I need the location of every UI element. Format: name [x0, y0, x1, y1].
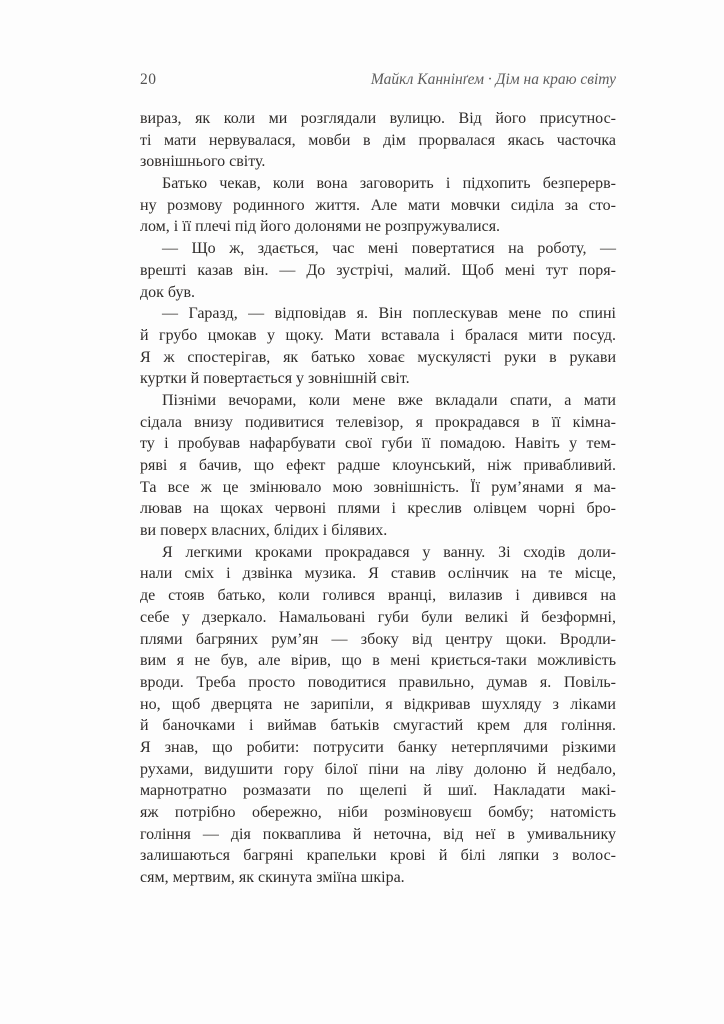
text-line: сям, мертвим, як скинута зміїна шкіра. — [140, 869, 405, 887]
page-header — [140, 70, 616, 90]
page-number: 20 — [140, 71, 157, 88]
text-line: зовнішнього світу. — [140, 153, 266, 171]
text-line: нали сміх і дзвінка музика. Я ставив ослінчик на те місце, — [140, 565, 616, 583]
text-line: плями багряних рум’ян — збоку від центру щоки. Вродли- — [140, 630, 616, 648]
text-line: Та все ж це змінювало мою зовнішність. Її рум’янами я ма- — [140, 478, 616, 496]
text-line: й баночками і виймав батьків смугастий крем для гоління. — [140, 717, 616, 735]
text-line: де стояв батько, коли голився вранці, вилазив і дивився на — [140, 587, 616, 605]
text-line: Я ж спостерігав, як батько ховає мускулясті руки в рукави — [140, 348, 616, 366]
text-line: лював на щоках червоні плями і креслив олівцем чорні бро- — [140, 500, 616, 518]
text-line: вроди. Треба просто поводитися правильно, думав я. Повіль- — [140, 673, 616, 691]
text-line: — Що ж, здається, час мені повертатися на роботу, — — [162, 240, 616, 258]
paragraph — [140, 173, 616, 238]
text-line: ряві я бачив, що ефект радше клоунський, ніж привабливий. — [140, 457, 616, 474]
text-line: яж потрібно обережно, ніби розміновуєш бомбу; натомість — [140, 804, 616, 821]
text-line: куртки й повертається у зовнішній світ. — [140, 370, 410, 388]
text-line: марнотратно розмазати по щелепі й шиї. Накладати макі- — [140, 782, 616, 800]
paragraph — [140, 108, 616, 173]
page-text — [140, 108, 616, 889]
text-line: рухами, видушити гору білої піни на ліву долоню й недбало, — [140, 760, 616, 778]
text-line: й грубо цмокав у щоку. Мати вставала і бралася мити посуд. — [140, 326, 616, 344]
text-line: вим я не був, але вірив, що в мені криється-таки можливість — [140, 652, 616, 670]
paragraph — [140, 238, 616, 303]
paragraph — [140, 542, 616, 889]
text-line: себе у дзеркало. Намальовані губи були великі й безформні, — [140, 608, 616, 626]
paragraph — [140, 390, 616, 542]
text-line: ту і пробував нафарбувати свої губи її помадою. Навіть у тем- — [140, 435, 616, 453]
text-line: врешті казав він. — До зустрічі, малий. Щоб мені тут поря- — [140, 261, 616, 279]
text-line: — Гаразд, — відповідав я. Він поплескував мене по спині — [162, 305, 616, 323]
text-line: док був. — [140, 283, 195, 301]
text-line: ви поверх власних, блідих і білявих. — [140, 522, 388, 540]
text-line: ну розмову родинного життя. Але мати мовчки сиділа за сто- — [140, 196, 616, 214]
text-line: залишаються багряні крапельки крові й білі ляпки з волос- — [140, 847, 616, 865]
text-line: лом, і її плечі під його долонями не розпружувалися. — [140, 218, 501, 236]
text-line: ті мати нервувалася, мовби в дім прорвалася якась часточка — [140, 131, 616, 149]
text-line: гоління — дія покваплива й неточна, від неї в умивальнику — [140, 825, 616, 843]
paragraph — [140, 303, 616, 390]
running-title: Майкл Каннінґем · Дім на краю світу — [370, 71, 616, 88]
text-line: Я знав, що робити: потрусити банку нетерплячими різкими — [140, 738, 616, 756]
text-line: Пізніми вечорами, коли мене вже вкладали спати, а мати — [162, 391, 616, 409]
text-line: сідала внизу подивитися телевізор, я прокрадався в її кімна- — [140, 413, 616, 431]
text-line: Батько чекав, коли вона заговорить і підхопить безперерв- — [162, 175, 616, 193]
text-line: Я легкими кроками прокрадався у ванну. Зі сходів доли- — [162, 543, 616, 561]
text-line: вираз, як коли ми розглядали вулицю. Від його присутнос- — [140, 110, 616, 127]
text-line: но, щоб дверцята не зарипіли, я відкривав шухляду з ліками — [140, 695, 616, 713]
